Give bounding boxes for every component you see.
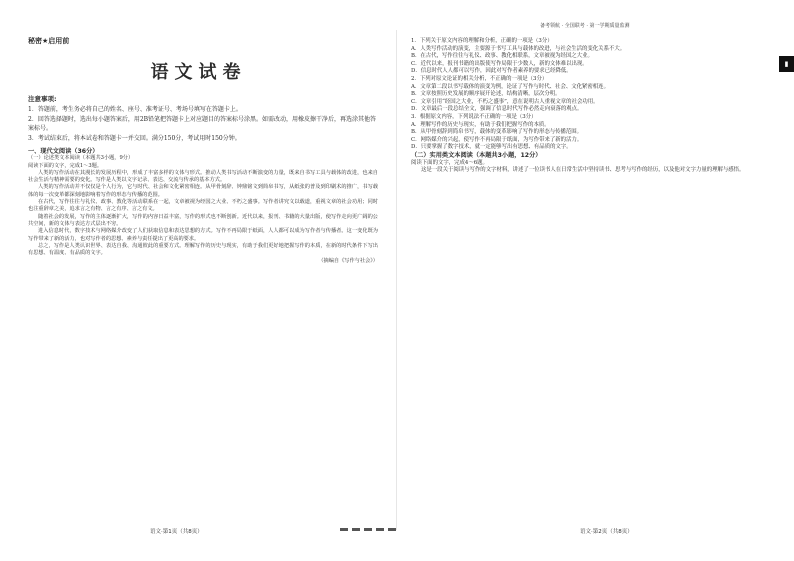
option: D．只要掌握了数字技术，就一定能够写出有思想、有品质的文字。	[411, 144, 572, 151]
question-1: 1．下列关于原文内容的理解和分析，正确的一项是（3分）	[411, 38, 553, 44]
option: A．文章第二段以书写载体的演变为例，论证了写作与时代、社会、文化紧密相连。	[411, 83, 609, 90]
notice-item: 2．回答选择题时，选出每小题答案后，用2B铅笔把答题卡上对应题目的答案标号涂黑。如需改动，用橡皮擦干净后，再选涂其他答案标号。	[28, 116, 377, 132]
option: D．文章最后一段总结全文，强调了信息时代写作必然走向衰落的观点。	[411, 106, 583, 113]
option: C．近代以来，报刊书籍的出版使写作局限于少数人，新的文体难以出现。	[411, 60, 588, 67]
page-header: 备考领航 · 全国联考 · 第一学期质量监测	[540, 23, 630, 29]
reading-passage	[28, 148, 378, 266]
instruction: 阅读下面的文字，完成1～3题。	[28, 162, 103, 169]
passage-paragraph: 人类的写作活动在其漫长的发展历程中，形成了丰富多样的文体与形式。推动人类书写活动不断演变的力量，既来自书写工具与载体的改进，也来自社会生活与精神需要的变化。写作是人类以文字记录、表达、交流与传承的基本方式。	[28, 169, 378, 184]
notice-item: 1．答题前，考生务必将自己的姓名、座号、准考证号、考场号填写在答题卡上。	[28, 105, 242, 113]
passage-paragraph: 这是一段关于阅读与写作的文字材料，讲述了一位读书人在日常生活中坚持读书、思考与写作的经历，以及他对文字力量的理解与感悟。	[421, 167, 745, 174]
question-3: 3．根据原文内容，下列说法不正确的一项是（3分）	[411, 113, 537, 120]
option: A．人类写作活动的演变，主要源于书写工具与载体的改进，与社会生活的变化关系不大。	[411, 45, 626, 52]
passage-paragraph: 总之，写作是人类认识世界、表达自我、沟通彼此的重要方式。理解写作的历史与现实，有助于我们更好地把握写作的本质，在新的时代条件下写出有思想、有温度、有品质的文字。	[28, 242, 378, 257]
option: B．在古代，写作往往与礼仪、政事、教化相联系，文章被视为经国之大业。	[411, 53, 593, 60]
notice-item: 3．考试结束后，将本试卷和答题卡一并交回。满分150分，考试用时150分钟。	[28, 135, 241, 142]
option: A．理解写作的历史与现实，有助于我们把握写作的本质。	[411, 121, 550, 128]
option: B．文章按照历史发展的顺序展开论述，结构清晰，层次分明。	[411, 91, 561, 98]
passage-paragraph: 进入信息时代，数字技术与网络媒介改变了人们获取信息和表达思想的方式。写作不再局限于纸面，人人都可以成为写作者与传播者。这一变化既为写作带来了新的活力，也对写作者的思想、素养与责任提出了更高的要求。	[28, 228, 378, 242]
page-footer-left: 语文·第1页（共8页）	[150, 529, 203, 535]
questions-column	[411, 38, 771, 175]
subsection-heading: （一）论述类文本阅读（本题共3小题，9分）	[28, 155, 134, 162]
secret-label: 秘密★启用前	[28, 37, 70, 45]
page-divider	[396, 30, 397, 530]
instruction: 阅读下面的文字，完成4～6题。	[411, 159, 488, 166]
page-dots	[340, 528, 396, 531]
section-heading: 一、现代文阅读（36分）	[28, 148, 99, 155]
notice-block	[28, 95, 378, 146]
page-dot	[352, 528, 360, 531]
page-title: 语文试卷	[150, 62, 247, 83]
page-dot	[364, 528, 372, 531]
option: D．信息时代人人都可以写作，因此对写作者素养的要求已经降低。	[411, 68, 572, 75]
side-tab-marker: ▮	[779, 56, 794, 72]
notice-heading: 注意事项:	[28, 95, 57, 103]
subsection-heading: （二）实用类文本阅读（本题共3小题，12分）	[411, 151, 542, 159]
passage-paragraph: 随着社会的发展，写作的主体逐渐扩大，写作的内容日益丰富，写作的形式也不断创新。近代以来，报刊、书籍的大量出版，使写作走向更广阔的公共空间，新的文体与表达方式层出不穷。	[28, 213, 378, 227]
page-footer-right: 语文·第2页（共8页）	[580, 529, 633, 535]
option: B．从甲骨刻辞到简帛书写，载体的变革影响了写作的形态与传播范围。	[411, 129, 583, 136]
passage-paragraph: 在古代，写作往往与礼仪、政事、教化等活动联系在一起，文章被视为经国之大业、不朽之盛事。写作者讲究文以载道，重视文章的社会功用；同时也注重辞章之美，追求言之有物、言之有序、言之有文。	[28, 199, 378, 213]
option: C．网络媒介的兴起，使写作不再局限于纸面，为写作带来了新的活力。	[411, 136, 583, 143]
passage-paragraph: 人类的写作活动并不仅仅是个人行为，它与时代、社会和文化紧密相连。从甲骨刻辞、钟鼎铭文到简帛书写，从纸张的普及到印刷术的推广，书写载体的每一次变革都深刻地影响着写作的形态与传播的范围。	[28, 184, 378, 198]
question-2: 2．下列对原文论证的相关分析，不正确的一项是（3分）	[411, 75, 548, 82]
page-dot	[340, 528, 348, 531]
citation: （摘编自《写作与社会》）	[318, 258, 378, 265]
option: C．文章引用“经国之大业，不朽之盛事”，意在说明古人重视文章的社会功用。	[411, 98, 599, 105]
page-dot	[376, 528, 384, 531]
page-dot	[388, 528, 396, 531]
